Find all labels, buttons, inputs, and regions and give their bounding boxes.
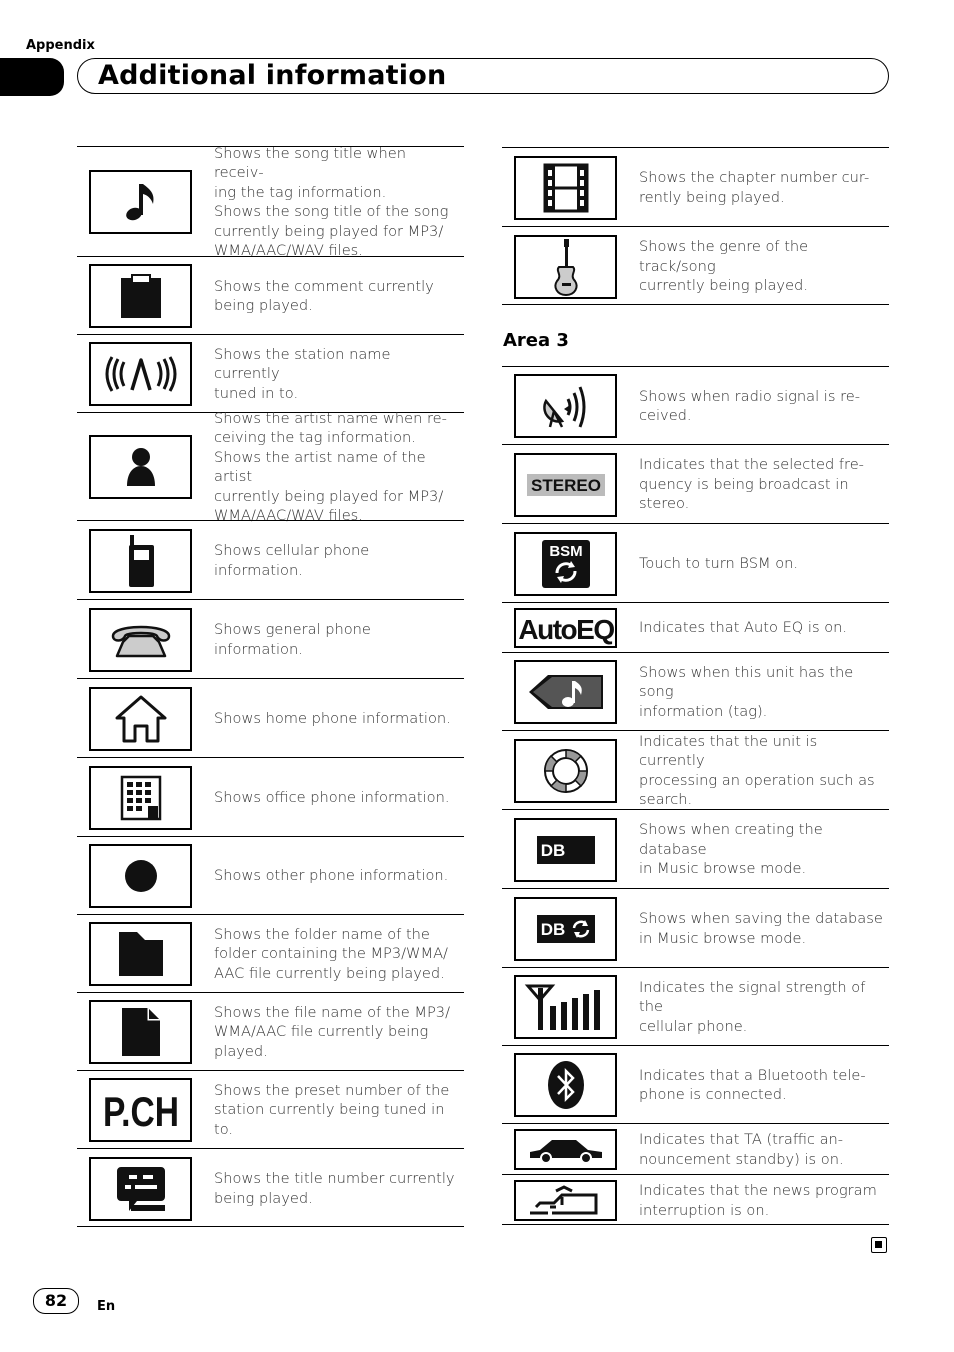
signal-strength-icon <box>514 975 617 1039</box>
page-title: Additional information <box>98 60 447 91</box>
description-line: phone is connected. <box>639 1086 787 1103</box>
film-chapter-icon <box>514 156 617 220</box>
description-line: Shows office phone information. <box>214 788 450 806</box>
svg-text:DB: DB <box>540 919 565 939</box>
description-line: in Music browse mode. <box>639 860 807 878</box>
section-tab <box>0 58 64 96</box>
description-line: currently being played for MP3/ <box>214 222 444 240</box>
svg-text:AutoEQ: AutoEQ <box>517 614 614 645</box>
office-building-icon <box>89 766 192 830</box>
row-description <box>214 144 458 259</box>
description-line: Shows when radio signal is re- <box>639 387 861 405</box>
general-phone-icon <box>89 608 192 672</box>
cellular-phone-icon <box>89 529 192 593</box>
left-row <box>77 409 464 524</box>
description-line: cellular phone. <box>639 1017 748 1035</box>
area3-row <box>502 888 889 967</box>
svg-text:P.CH: P.CH <box>102 1089 179 1136</box>
preset-channel-icon <box>89 1078 192 1142</box>
row-description <box>639 148 883 227</box>
description-line: Shows the song title of the song <box>214 203 449 220</box>
end-mark-icon <box>871 1237 887 1253</box>
row-description <box>214 915 458 993</box>
description-line: Shows home phone information. <box>214 709 451 727</box>
left-row <box>77 914 464 992</box>
row-description <box>214 257 458 335</box>
row-description <box>639 1046 883 1124</box>
row-description <box>214 679 458 758</box>
description-line: interruption is on. <box>639 1201 770 1219</box>
news-icon <box>514 1180 617 1221</box>
row-description <box>214 758 458 837</box>
description-line: Shows other phone information. <box>214 867 449 885</box>
description-line: information (tag). <box>639 702 768 720</box>
area3-row <box>502 602 889 652</box>
row-description <box>639 603 883 653</box>
description-line: Indicates that the news program <box>639 1182 877 1199</box>
description-line: Shows the file name of the MP3/ <box>214 1003 450 1021</box>
radio-signal-icon <box>514 374 617 438</box>
svg-text:STEREO: STEREO <box>530 475 601 495</box>
left-row <box>77 1070 464 1148</box>
svg-text:BSM: BSM <box>548 542 583 560</box>
description-line: rently being played. <box>639 188 785 206</box>
area3-row <box>502 652 889 730</box>
description-line: Shows general phone information. <box>214 621 371 658</box>
left-row <box>77 144 464 259</box>
area3-row <box>502 1045 889 1123</box>
description-line: Shows cellular phone information. <box>214 542 370 579</box>
description-line: ing the tag information. <box>214 183 387 201</box>
row-description <box>214 993 458 1071</box>
description-line: Shows when saving the database <box>639 910 883 927</box>
left-row <box>77 836 464 914</box>
row-description <box>639 653 883 731</box>
svg-text:DB: DB <box>540 840 565 860</box>
station-tower-icon <box>89 342 192 406</box>
row-description <box>639 810 883 889</box>
description-line: Touch to turn BSM on. <box>639 554 799 572</box>
guitar-genre-icon <box>514 235 617 299</box>
row-description <box>214 521 458 600</box>
stereo-badge-icon <box>514 453 617 517</box>
description-line: nouncement standby) is on. <box>639 1150 844 1168</box>
row-description <box>639 968 883 1046</box>
section-label: Appendix <box>26 38 95 53</box>
left-row <box>77 1148 464 1227</box>
area3-row <box>502 967 889 1045</box>
description-line: tuned in to. <box>214 384 299 402</box>
description-line: ceived. <box>639 407 692 424</box>
description-line: Shows the title number currently <box>214 1170 455 1187</box>
description-line: Indicates that the selected fre- <box>639 456 864 474</box>
description-line: Shows the chapter number cur- <box>639 169 870 186</box>
area3-row <box>502 523 889 602</box>
description-line: played. <box>214 1042 268 1060</box>
row-description <box>639 731 883 810</box>
description-line: Shows the artist name when re- <box>214 409 447 427</box>
left-row <box>77 678 464 757</box>
description-line: Indicates that Auto EQ is on. <box>639 619 848 637</box>
description-line: folder containing the MP3/WMA/ <box>214 945 448 963</box>
page-number: 82 <box>33 1288 79 1314</box>
left-row <box>77 520 464 599</box>
left-row <box>77 599 464 678</box>
title-number-icon <box>89 1157 192 1221</box>
description-line: Shows the preset number of the <box>214 1081 450 1099</box>
description-line: in Music browse mode. <box>639 929 807 947</box>
row-description <box>639 1175 883 1226</box>
bluetooth-icon <box>514 1053 617 1117</box>
description-line: Shows the artist name of the artist <box>214 448 426 485</box>
other-circle-icon <box>89 844 192 908</box>
description-line: ceiving the tag information. <box>214 429 416 446</box>
area3-row <box>502 444 889 523</box>
left-row <box>77 757 464 836</box>
auto-eq-icon <box>514 608 617 648</box>
description-line: search. <box>639 791 693 808</box>
row-description <box>214 409 458 524</box>
description-line: Shows the genre of the track/song <box>639 238 809 275</box>
row-description <box>214 600 458 679</box>
area3-row <box>502 366 889 444</box>
traffic-car-icon <box>514 1129 617 1170</box>
row-description <box>214 837 458 915</box>
comment-icon <box>89 264 192 328</box>
description-line: station currently being tuned in to. <box>214 1101 445 1138</box>
description-line: Shows when this unit has the song <box>639 663 854 701</box>
description-line: Shows the song title when receiv- <box>214 144 406 181</box>
row-description <box>639 524 883 603</box>
description-line: WMA/AAC/WAV files. <box>214 507 363 524</box>
right-row <box>502 147 889 226</box>
description-line: AAC file currently being played. <box>214 964 445 982</box>
right-row <box>502 226 889 305</box>
description-line: Shows the station name currently <box>214 345 391 383</box>
description-line: stereo. <box>639 495 690 513</box>
left-row <box>77 992 464 1070</box>
row-description <box>639 445 883 524</box>
row-description <box>214 335 458 413</box>
row-description <box>639 227 883 306</box>
left-row <box>77 256 464 334</box>
area3-row <box>502 1174 889 1225</box>
bsm-icon <box>514 532 617 596</box>
artist-person-icon <box>89 435 192 499</box>
description-line: WMA/AAC file currently being <box>214 1023 429 1041</box>
description-line: currently being played for MP3/ <box>214 487 444 505</box>
row-description <box>214 1071 458 1149</box>
row-description <box>639 1124 883 1175</box>
description-line: Shows the comment currently <box>214 277 434 295</box>
description-line: processing an operation such as <box>639 771 875 789</box>
music-note-icon <box>89 170 192 234</box>
area3-row <box>502 730 889 809</box>
processing-ring-icon <box>514 739 617 803</box>
file-icon <box>89 1000 192 1064</box>
row-description <box>639 889 883 968</box>
description-line: Indicates that the unit is currently <box>639 732 818 769</box>
area3-heading: Area 3 <box>503 330 569 351</box>
home-icon <box>89 687 192 751</box>
description-line: being played. <box>214 1189 313 1207</box>
description-line: currently being played. <box>639 277 808 295</box>
description-line: Shows the folder name of the <box>214 925 430 943</box>
title-bar <box>77 58 889 94</box>
description-line: WMA/AAC/WAV files. <box>214 242 363 259</box>
song-tag-icon <box>514 660 617 724</box>
area3-row <box>502 1123 889 1174</box>
left-row <box>77 334 464 412</box>
row-description <box>639 367 883 445</box>
row-description <box>214 1149 458 1228</box>
description-line: being played. <box>214 297 313 314</box>
description-line: Indicates that a Bluetooth tele- <box>639 1066 866 1084</box>
description-line: Indicates the signal strength of the <box>639 978 866 1016</box>
language-label: En <box>97 1299 116 1314</box>
database-save-icon <box>514 897 617 961</box>
description-line: Shows when creating the database <box>639 821 823 858</box>
folder-icon <box>89 922 192 986</box>
description-line: quency is being broadcast in <box>639 475 849 493</box>
database-create-icon <box>514 818 617 882</box>
area3-row <box>502 809 889 888</box>
description-line: Indicates that TA (traffic an- <box>639 1131 844 1148</box>
